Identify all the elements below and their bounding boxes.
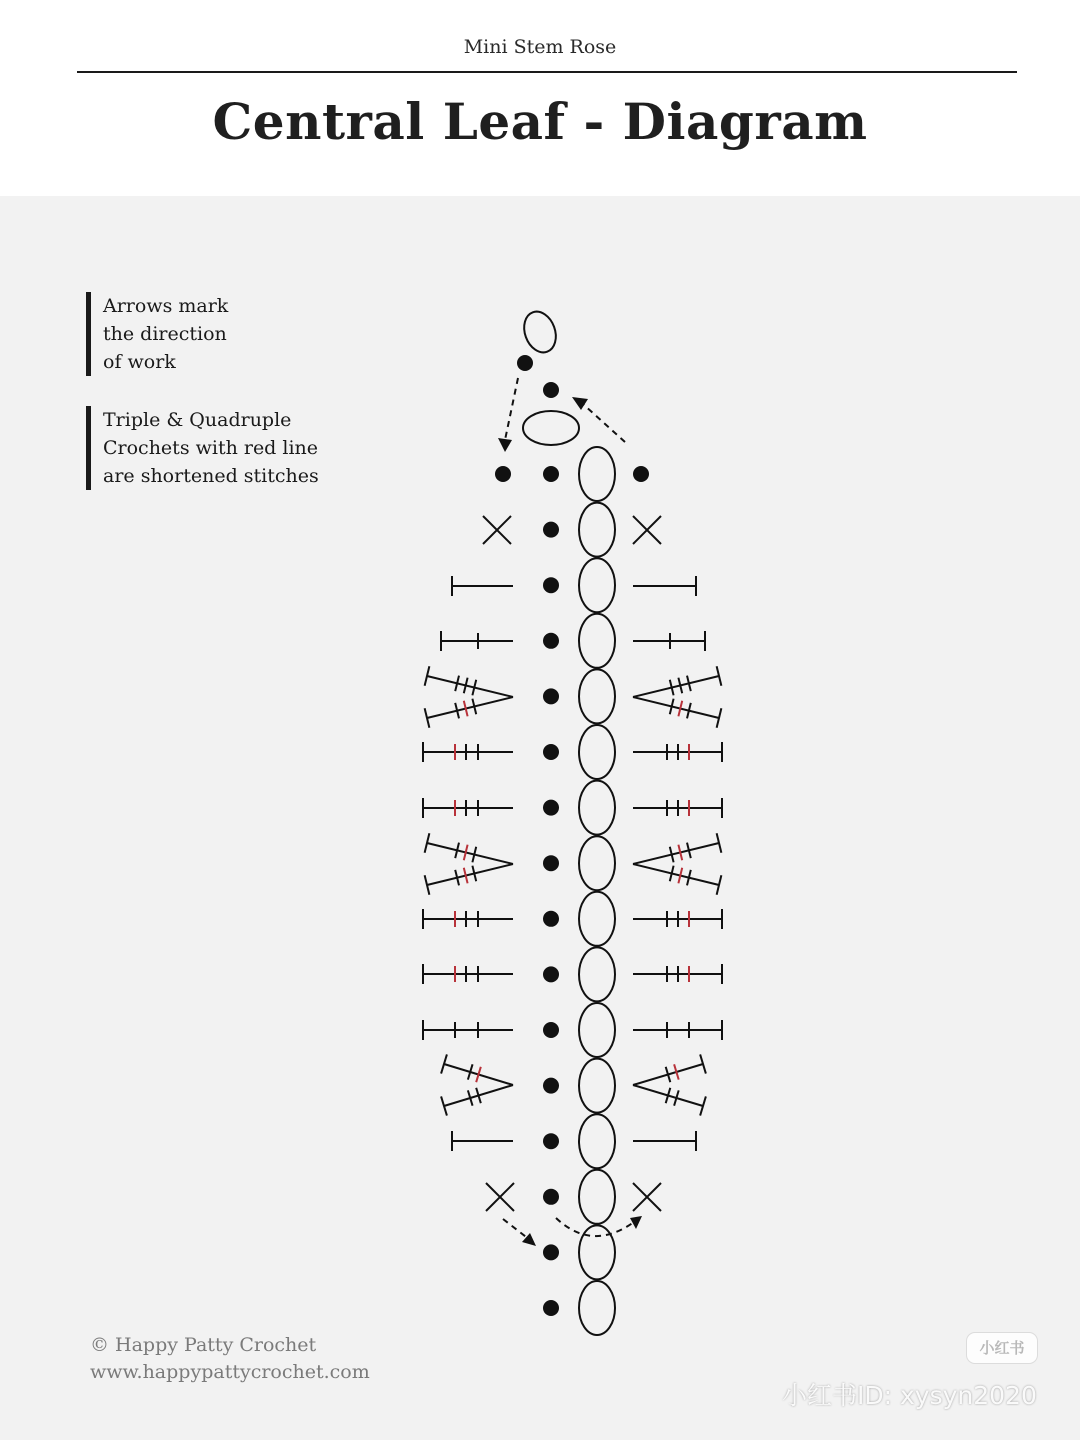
slanted-stitch-post [633, 843, 719, 864]
chain-oval [579, 1170, 615, 1224]
direction-arrow [505, 378, 518, 440]
slip-stitch-dot [543, 1133, 559, 1149]
watermark-badge: 小红书 [966, 1332, 1038, 1364]
slanted-stitch-post [427, 864, 513, 885]
slip-stitch-dot [543, 1244, 559, 1260]
direction-arrow-curve [556, 1218, 634, 1236]
chain-oval [519, 307, 562, 357]
slip-stitch-dot [543, 1022, 559, 1038]
slanted-stitch-post [633, 697, 719, 718]
footer [90, 1332, 370, 1386]
chain-oval [523, 411, 579, 445]
slanted-stitch-post [427, 697, 513, 718]
copyright-text: © Happy Patty Crochet [90, 1334, 317, 1356]
direction-arrow [583, 404, 625, 442]
website-text: www.happypattycrochet.com [90, 1361, 370, 1383]
slip-stitch-dot [543, 633, 559, 649]
chain-oval [579, 1059, 615, 1113]
slip-stitch-dot [633, 466, 649, 482]
pattern-subtitle: Mini Stem Rose [463, 36, 617, 58]
chain-oval [579, 503, 615, 557]
chain-oval [579, 669, 615, 723]
slip-stitch-dot [543, 1078, 559, 1094]
chain-oval [579, 836, 615, 890]
chain-oval [579, 725, 615, 779]
slip-stitch-dot [517, 355, 533, 371]
note-line: the direction [103, 323, 227, 345]
slip-stitch-dot [543, 1300, 559, 1316]
arrow-head [572, 397, 588, 410]
slanted-stitch-post [427, 843, 513, 864]
arrow-head [630, 1216, 642, 1229]
page-title: Central Leaf - Diagram [212, 92, 868, 151]
chain-oval [579, 614, 615, 668]
slanted-stitch-post [427, 676, 513, 697]
watermark-text: 小红书ID: xysyn2020 [782, 1381, 1037, 1410]
note-line: Triple & Quadruple [103, 409, 292, 431]
slip-stitch-dot [543, 466, 559, 482]
slip-stitch-dot [543, 911, 559, 927]
chain-oval [579, 781, 615, 835]
chain-oval [579, 447, 615, 501]
note-line: Arrows mark [103, 295, 229, 317]
slanted-stitch-post [633, 676, 719, 697]
slip-stitch-dot [543, 855, 559, 871]
chain-oval [579, 892, 615, 946]
slip-stitch-dot [543, 800, 559, 816]
slip-stitch-dot [543, 688, 559, 704]
slip-stitch-dot [543, 744, 559, 760]
slanted-stitch-post [633, 864, 719, 885]
slip-stitch-dot [543, 1189, 559, 1205]
chain-oval [579, 1114, 615, 1168]
slip-stitch-dot [543, 577, 559, 593]
slip-stitch-dot [543, 382, 559, 398]
slip-stitch-dot [543, 966, 559, 982]
note-line: are shortened stitches [103, 465, 319, 487]
slip-stitch-dot [543, 522, 559, 538]
note-line: of work [103, 351, 176, 373]
chain-oval [579, 1281, 615, 1335]
slip-stitch-dot [495, 466, 511, 482]
direction-arrow [503, 1219, 530, 1240]
chain-oval [579, 947, 615, 1001]
chain-oval [579, 558, 615, 612]
note-line: Crochets with red line [103, 437, 319, 459]
arrow-head [498, 438, 512, 452]
chain-oval [579, 1003, 615, 1057]
